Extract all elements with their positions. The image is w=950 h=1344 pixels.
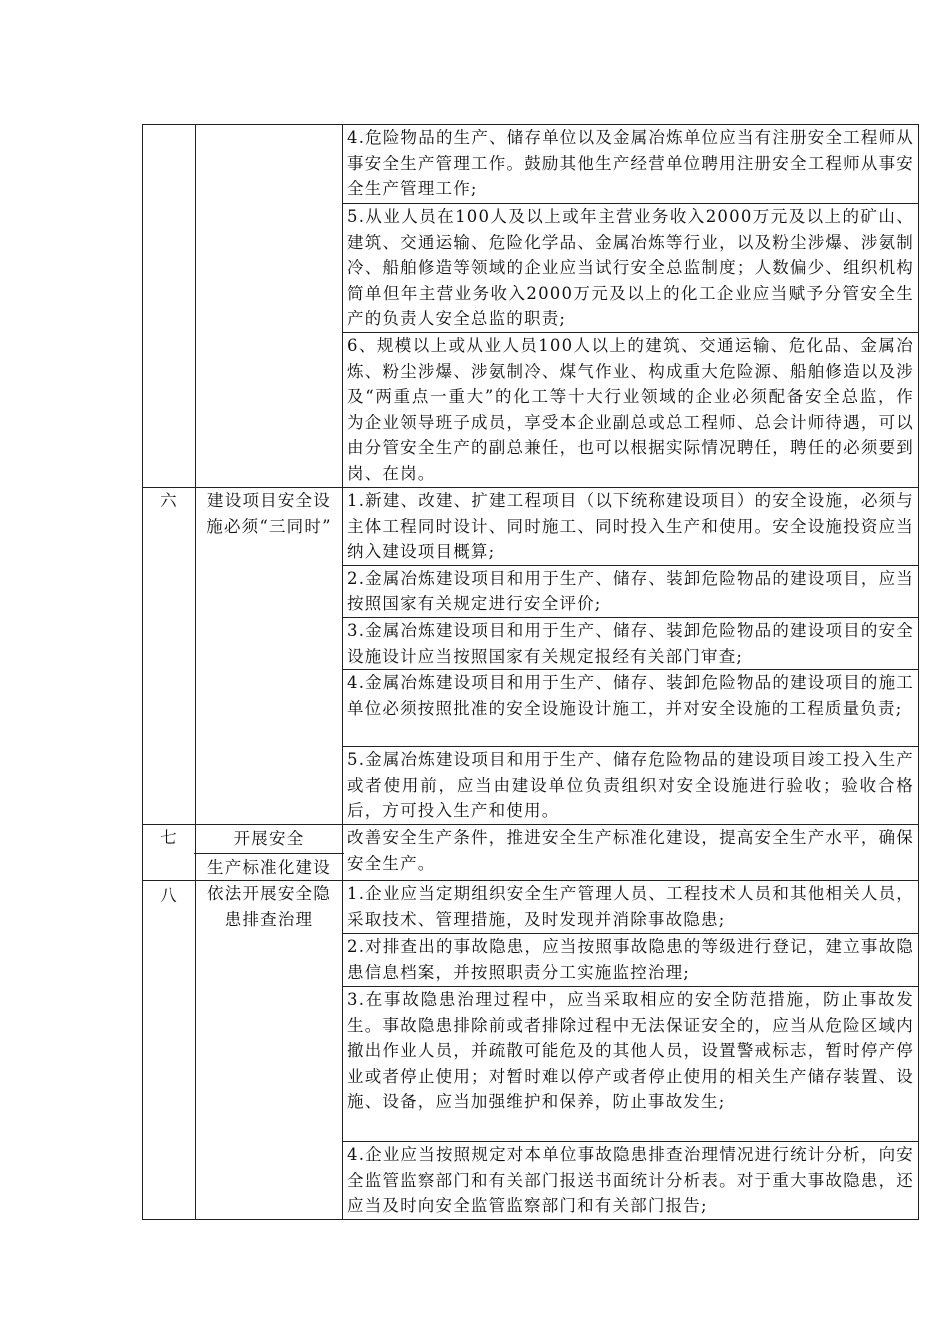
requirement-item: 3.在事故隐患治理过程中，应当采取相应的安全防范措施，防止事故发生。事故隐患排除前或者排除过程中无法保证安全的，应当从危险区域内撤出作业人员，并疏散可能危及的其他人员，设置警戒标志，暂时停产停业或者停止使用；对暂时难以停产或者停止使用的相关生产储存装置、设施、设备，应当加强维护和保养，防止事故发生; — [343, 986, 919, 1141]
row-title-line1: 开展安全 — [194, 825, 344, 854]
requirement-item: 4.金属冶炼建设项目和用于生产、储存、装卸危险物品的建设项目的施工单位必须按照批准的安全设施设计施工，并对安全设施的工程质量负责; — [343, 670, 919, 747]
requirement-item: 2.金属冶炼建设项目和用于生产、储存、装卸危险物品的建设项目，应当按照国家有关规定进行安全评价; — [343, 565, 919, 617]
row-title-line2: 生产标准化建设 — [207, 857, 331, 877]
table-row — [143, 880, 919, 933]
table-row — [143, 824, 919, 880]
table-row — [143, 488, 919, 566]
row-title: 建设项目安全设施必须“三同时” — [196, 488, 343, 825]
requirement-item: 5.金属冶炼建设项目和用于生产、储存危险物品的建设项目竣工投入生产或者使用前，应当由建设单位负责组织对安全设施进行验收；验收合格后，方可投入生产和使用。 — [343, 747, 919, 825]
requirement-item: 改善安全生产条件，推进安全生产标准化建设，提高安全生产水平，确保安全生产。 — [343, 824, 919, 880]
row-number: 六 — [143, 488, 196, 825]
requirement-item: 4.企业应当按照规定对本单位事故隐患排查治理情况进行统计分析，向安全监管监察部门和有关部门报送书面统计分析表。对于重大事故隐患，还应当及时向安全监管监察部门和有关部门报告; — [343, 1141, 919, 1219]
row-title — [196, 824, 343, 880]
requirement-item: 5.从业人员在100人及以上或年主营业务收入2000万元及以上的矿山、建筑、交通运输、危险化学品、金属冶炼等行业，以及粉尘涉爆、涉氨制冷、船舶修造等领域的企业应当试行安全总监制度；人数偏少、组织机构简单但年主营业务收入2000万元及以上的化工企业应当赋予分管安全生产的负责人安全总监的职责; — [343, 204, 919, 333]
requirement-item: 1.企业应当定期组织安全生产管理人员、工程技术人员和其他相关人员，采取技术、管理措施，及时发现并消除事故隐患; — [343, 880, 919, 933]
row-title: 依法开展安全隐患排查治理 — [196, 880, 343, 1219]
requirement-item: 1.新建、改建、扩建工程项目（以下统称建设项目）的安全设施，必须与主体工程同时设计、同时施工、同时投入生产和使用。安全设施投资应当纳入建设项目概算; — [343, 488, 919, 566]
table-row — [143, 125, 919, 204]
row-number — [143, 125, 196, 488]
requirement-item: 6、规模以上或从业人员100人以上的建筑、交通运输、危化品、金属冶炼、粉尘涉爆、涉氨制冷、煤气作业、构成重大危险源、船舶修造以及涉及“两重点一重大”的化工等十大行业领域的企业必须配备安全总监，作为企业领导班子成员，享受本企业副总或总工程师、总会计师待遇，可以由分管安全生产的副总兼任，也可以根据实际情况聘任，聘任的必须要到岗、在岗。 — [343, 333, 919, 488]
requirements-table — [142, 124, 919, 1220]
row-number: 七 — [143, 824, 196, 880]
row-number: 八 — [143, 880, 196, 1219]
requirement-item: 4.危险物品的生产、储存单位以及金属冶炼单位应当有注册安全工程师从事安全生产管理工作。鼓励其他生产经营单位聘用注册安全工程师从事安全生产管理工作; — [343, 125, 919, 204]
requirement-item: 2.对排查出的事故隐患，应当按照事故隐患的等级进行登记，建立事故隐患信息档案，并按照职责分工实施监控治理; — [343, 933, 919, 986]
requirement-item: 3.金属冶炼建设项目和用于生产、储存、装卸危险物品的建设项目的安全设施设计应当按照国家有关规定报经有关部门审查; — [343, 617, 919, 669]
row-title — [196, 125, 343, 488]
